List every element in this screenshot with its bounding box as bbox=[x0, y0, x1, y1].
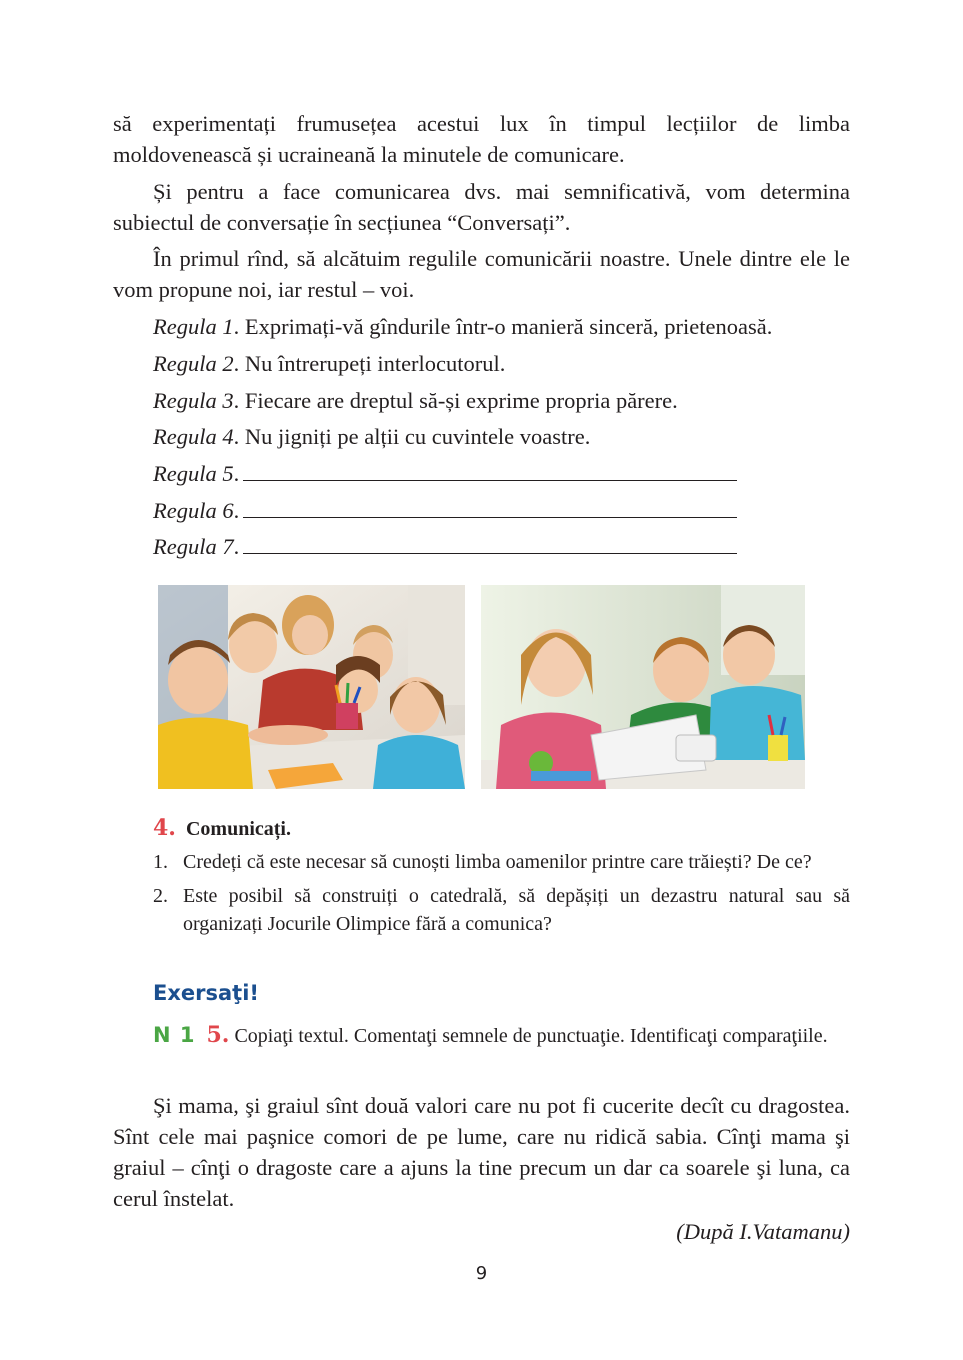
question-text: Este posibil să construiți o catedrală, să depășiți un dezastru natural sau să organizați Jocurile Olimpice fără a comunica? bbox=[183, 885, 850, 935]
exercise-5-instruction: Copiaţi textul. Comentaţi semnele de punctuaţie. Identificaţi comparaţiile. bbox=[234, 1025, 828, 1047]
rule-label: Regula 2 bbox=[153, 351, 234, 376]
practice-heading: Exersaţi! bbox=[153, 981, 259, 1005]
exercise-5-marks: N 1 bbox=[153, 1023, 196, 1047]
question-1 bbox=[153, 848, 850, 876]
rule-6 bbox=[153, 495, 737, 526]
rule-blank-line bbox=[243, 495, 737, 518]
rule-text: . bbox=[233, 498, 240, 523]
rule-5 bbox=[153, 458, 737, 489]
rule-label: Regula 5 bbox=[153, 461, 234, 486]
exercise-4-heading bbox=[153, 815, 850, 841]
question-2 bbox=[153, 882, 850, 938]
photo-children-with-laptop bbox=[481, 585, 805, 789]
page-number: 9 bbox=[475, 1263, 488, 1284]
exercise-4-title: Comunicați. bbox=[185, 818, 291, 840]
rule-label: Regula 7 bbox=[153, 534, 234, 559]
rule-blank-line bbox=[243, 458, 737, 481]
rule-text: . Nu jigniți pe alții cu cuvintele voastre. bbox=[233, 424, 591, 449]
rule-text: . Exprimați-vă gîndurile într-o manieră sinceră, prietenoasă. bbox=[233, 314, 773, 339]
photo-teacher-and-children bbox=[158, 585, 465, 789]
exercise-4-number: 4. bbox=[153, 815, 176, 841]
photo-teacher-and-children-image bbox=[158, 585, 465, 789]
rule-2 bbox=[153, 348, 505, 379]
photo-children-with-laptop-image bbox=[481, 585, 805, 789]
intro-paragraph-1: să experimentați frumusețea acestui lux în timpul lecțiilor de limba moldovenească și ucraineană la minutele de comunicare. bbox=[113, 111, 850, 167]
rule-text: . bbox=[233, 461, 240, 486]
question-number: 2. bbox=[153, 885, 168, 907]
exercise-5-text: Şi mama, şi graiul sînt două valori care nu pot fi cucerite decît cu dragostea. Sînt cele mai paşnice comori de pe lume, care nu ridică sabia. Cînţi mama şi graiul – cînţi o dragoste care a ajuns la tine precum un dar ca soarele şi luna, ca cerul înstelat. bbox=[113, 1093, 850, 1211]
question-number: 1. bbox=[153, 851, 168, 873]
exercise-5-number: 5. bbox=[206, 1022, 230, 1048]
intro-paragraph-2: Și pentru a face comunicarea dvs. mai semnificativă, vom determina subiectul de conversație în secțiunea “Conversați”. bbox=[113, 179, 850, 235]
exercise-4-questions bbox=[153, 848, 850, 938]
question-text: Credeți că este necesar să cunoști limba oamenilor printre care trăiești? De ce? bbox=[183, 851, 812, 873]
rule-7 bbox=[153, 531, 737, 562]
rule-4 bbox=[153, 421, 590, 452]
text-source: (După I.Vatamanu) bbox=[676, 1219, 850, 1244]
exercise-5-instruction-block bbox=[153, 1021, 850, 1050]
rule-label: Regula 1 bbox=[153, 314, 234, 339]
rule-label: Regula 3 bbox=[153, 388, 234, 413]
rule-label: Regula 6 bbox=[153, 498, 234, 523]
rule-1 bbox=[153, 311, 772, 342]
rule-label: Regula 4 bbox=[153, 424, 234, 449]
intro-paragraph-3: În primul rînd, să alcătuim regulile comunicării noastre. Unele dintre ele le vom propune noi, iar restul – voi. bbox=[113, 246, 850, 302]
rule-text: . Nu întrerupeți interlocutorul. bbox=[233, 351, 506, 376]
rule-text: . Fiecare are dreptul să-și exprime propria părere. bbox=[233, 388, 678, 413]
rule-text: . bbox=[233, 534, 240, 559]
rule-blank-line bbox=[243, 531, 737, 554]
rule-3 bbox=[153, 385, 678, 416]
